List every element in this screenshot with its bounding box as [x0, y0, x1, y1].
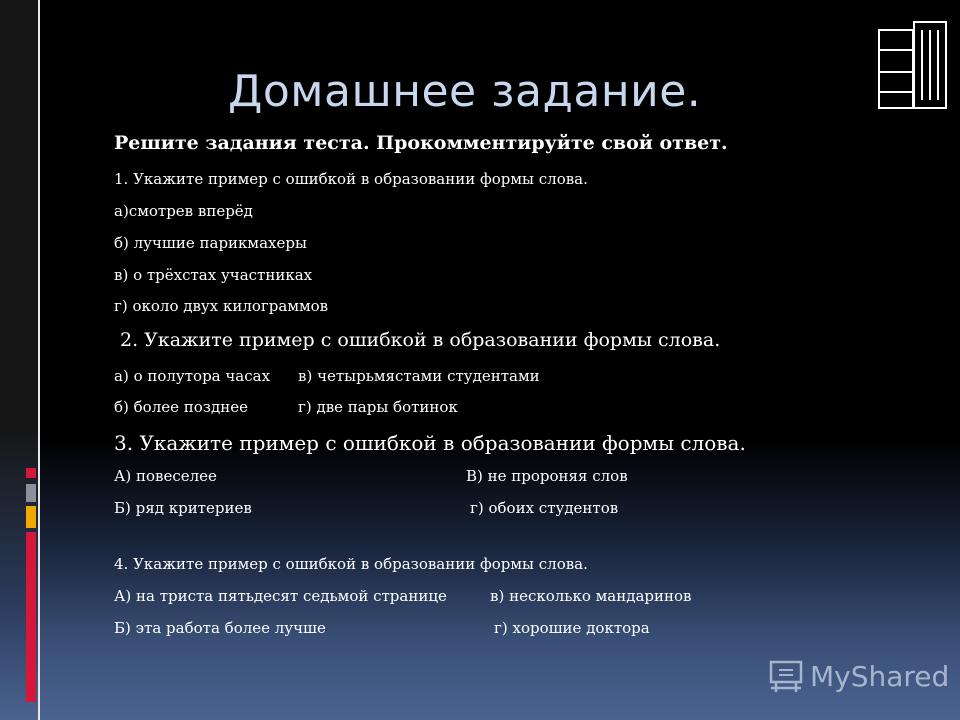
q4-option-c: в) несколько мандаринов: [490, 587, 692, 605]
q3-option-b: Б) ряд критериев: [114, 499, 252, 517]
sidebar-divider: [38, 0, 40, 720]
q2-option-c: в) четырьмястами студентами: [298, 367, 540, 385]
q4-question: 4. Укажите пример с ошибкой в образовании формы слова.: [114, 555, 588, 573]
myshared-logo-icon: [768, 658, 804, 694]
slide-title: Домашнее задание.: [228, 66, 702, 117]
q2-option-a: а) о полутора часах: [114, 367, 271, 385]
q1-option-c: в) о трёхстах участниках: [114, 266, 313, 284]
q1-option-d: г) около двух килограммов: [114, 297, 329, 315]
q3-option-c: В) не пророняя слов: [466, 467, 628, 485]
slide-body: [114, 0, 874, 720]
document-stack-icon: [878, 20, 948, 110]
gray-accent-block: [26, 484, 36, 502]
q3-option-a: А) повеселее: [114, 467, 217, 485]
q4-option-b: Б) эта работа более лучше: [114, 619, 326, 637]
q2-question: 2. Укажите пример с ошибкой в образовании формы слова.: [120, 329, 721, 351]
q1-option-b: б) лучшие парикмахеры: [114, 234, 307, 252]
q3-option-d: г) обоих студентов: [470, 499, 619, 517]
q4-option-a: А) на триста пятьдесят седьмой странице: [114, 587, 447, 605]
q4-option-d: г) хорошие доктора: [494, 619, 650, 637]
q1-option-a: а)смотрев вперёд: [114, 202, 253, 220]
yellow-accent-block: [26, 506, 36, 528]
q1-question: 1. Укажите пример с ошибкой в образовании формы слова.: [114, 170, 588, 188]
myshared-watermark-text: MyShared: [810, 660, 950, 693]
red-accent-bar: [26, 532, 36, 702]
q2-option-b: б) более позднее: [114, 398, 248, 416]
q2-option-d: г) две пары ботинок: [298, 398, 458, 416]
instruction-text: Решите задания теста. Прокомментируйте свой ответ.: [114, 132, 728, 154]
q3-question: 3. Укажите пример с ошибкой в образовании формы слова.: [114, 431, 746, 455]
myshared-watermark: [768, 656, 950, 696]
red-accent-block: [26, 468, 36, 478]
